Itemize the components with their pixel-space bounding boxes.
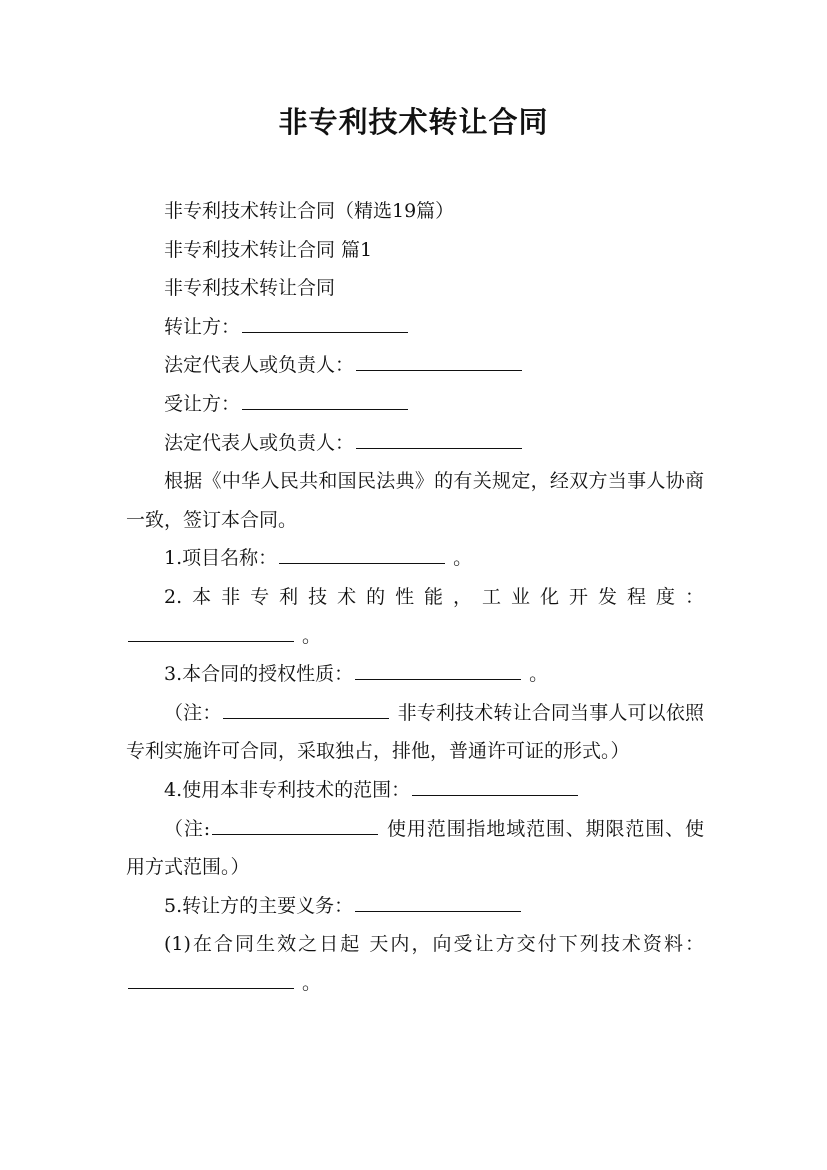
- fill-in-blank-line: [356, 369, 522, 371]
- document-paragraph: [126, 346, 704, 385]
- paragraph-text: 根据《中华人民共和国民法典》的有关规定，经双方当事人协商一致，签订本合同。: [126, 470, 704, 531]
- fill-in-blank-line: [223, 717, 389, 719]
- fill-in-blank-line: [355, 678, 521, 680]
- document-body: [126, 192, 704, 1002]
- paragraph-text: 法定代表人或负责人：: [164, 354, 355, 377]
- paragraph-text: 受让方：: [164, 392, 241, 415]
- paragraph-text: 非专利技术转让合同当事人可以依照专利实施许可合同，采取独占，排他，普通许可证的形式。）: [126, 701, 704, 763]
- document-paragraph: [126, 192, 704, 231]
- fill-in-blank-line: [412, 794, 578, 796]
- paragraph-text: （注：: [164, 701, 222, 724]
- fill-in-blank-line: [279, 562, 445, 564]
- document-paragraph: [126, 771, 704, 810]
- document-paragraph: [126, 385, 704, 424]
- document-paragraph: [126, 810, 704, 887]
- paragraph-text: 非专利技术转让合同 篇1: [164, 238, 373, 261]
- document-paragraph: [126, 925, 704, 1002]
- fill-in-blank-line: [356, 447, 522, 449]
- document-paragraph: [126, 578, 704, 617]
- paragraph-text: 2.本非专利技术的性能，工业化开发程度：: [164, 585, 704, 608]
- document-paragraph: [126, 617, 704, 656]
- fill-in-blank-line: [242, 408, 408, 410]
- fill-in-blank-line: [128, 987, 294, 989]
- paragraph-text: 1.项目名称：: [164, 547, 278, 570]
- document-paragraph: [126, 231, 704, 270]
- paragraph-text: 使用范围指地域范围、期限范围、使用方式范围。）: [126, 817, 704, 879]
- document-paragraph: [126, 308, 704, 347]
- paragraph-text: （注:: [164, 817, 211, 840]
- paragraph-text: (1)在合同生效之日起 天内，向受让方交付下列技术资料：: [164, 933, 704, 956]
- fill-in-blank-line: [128, 640, 294, 642]
- document-paragraph: [126, 694, 704, 771]
- document-paragraph: [126, 539, 704, 578]
- paragraph-text: 5.转让方的主要义务：: [164, 894, 354, 917]
- document-title: 非专利技术转让合同: [278, 105, 549, 139]
- paragraph-text: 4.使用本非专利技术的范围：: [164, 778, 411, 801]
- fill-in-blank-line: [242, 331, 408, 333]
- fill-in-blank-line: [212, 833, 378, 835]
- paragraph-text: 3.本合同的授权性质：: [164, 663, 354, 686]
- document-paragraph: [126, 655, 704, 694]
- paragraph-text: 非专利技术转让合同: [164, 277, 336, 300]
- paragraph-text: 。: [302, 624, 322, 647]
- document-paragraph: [126, 424, 704, 463]
- document-paragraph: [126, 269, 704, 308]
- paragraph-text: 转让方：: [164, 315, 241, 338]
- paragraph-text: 非专利技术转让合同（精选19篇）: [164, 200, 455, 222]
- paragraph-text: 。: [302, 971, 322, 994]
- paragraph-text: 。: [529, 663, 549, 686]
- fill-in-blank-line: [355, 910, 521, 912]
- document-paragraph: [126, 887, 704, 926]
- paragraph-text: 法定代表人或负责人：: [164, 431, 355, 454]
- paragraph-text: 。: [453, 547, 473, 570]
- document-paragraph: [126, 462, 704, 539]
